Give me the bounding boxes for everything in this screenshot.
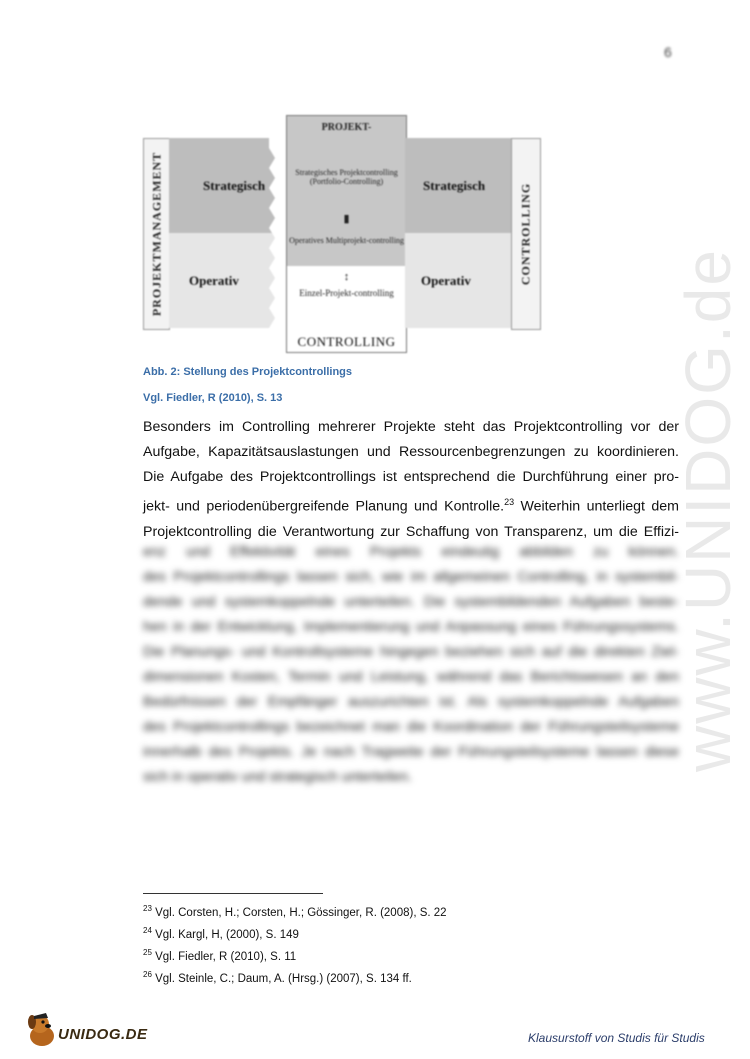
- footnote: [143, 923, 447, 945]
- body-line-4-tail: Weiterhin unterliegt dem: [514, 498, 679, 515]
- blurred-paragraph: [143, 540, 679, 790]
- center-bottom-label: CONTROLLING: [297, 334, 396, 349]
- body-line: Die Aufgabe des Projektcontrollings ist entsprechend die Durchführung einer pro-: [143, 469, 679, 485]
- page-number: 6: [664, 44, 672, 60]
- body-paragraph: [143, 415, 679, 545]
- blurred-line: dende und systemkoppelnde unterteilen. Die systembildenden Aufgaben beste-: [143, 594, 679, 610]
- diagram-left-label: PROJEKTMANAGEMENT: [149, 151, 163, 317]
- blurred-line: enz und Effektivität eines Projekts eindeutig abbilden zu können.: [143, 544, 679, 560]
- footnotes: [143, 901, 447, 989]
- diagram-right-label: CONTROLLING: [518, 182, 533, 286]
- blurred-line: innerhalb des Projekts. Je nach Tragweite der Führungsteilsysteme lassen diese: [143, 744, 679, 760]
- footnote-separator: [143, 893, 323, 894]
- operativ-right-label: Operativ: [421, 273, 471, 288]
- footnote-number: 25: [143, 948, 152, 957]
- logo-text: UNIDOG.DE: [58, 1026, 148, 1043]
- operativ-left-label: Operativ: [189, 273, 239, 288]
- footnote-text: Vgl. Steinle, C.; Daum, A. (Hrsg.) (2007), S. 134 ff.: [155, 972, 412, 985]
- blurred-line: hen in der Entwicklung, Implementierung und Anpassung eines Führungssystems.: [143, 619, 679, 635]
- strategisch-right-band: [405, 138, 511, 233]
- footnote-number: 26: [143, 970, 152, 979]
- body-line: [143, 490, 679, 520]
- center-strategic-text: Strategisches Projektcontrolling (Portfolio-Controlling): [295, 168, 398, 186]
- strategisch-left-label: Strategisch: [203, 178, 266, 193]
- blurred-line: Bedürfnissen der Empfänger auszurichten ist. Als systemkoppelnde Aufgaben: [143, 694, 679, 710]
- footnote-number: 23: [143, 904, 152, 913]
- body-line-4-text: jekt- und periodenübergreifende Planung und Kontrolle.: [143, 498, 505, 515]
- blurred-line: sich in operativ und strategisch unterteilen.: [143, 769, 412, 785]
- body-line: Aufgabe, Kapazitätsauslastungen und Ressourcenbegrenzungen zu koordinieren.: [143, 444, 679, 460]
- center-operative-text: Operatives Multiprojekt-controlling: [289, 236, 404, 245]
- blurred-line: des Projektcontrollings bezeichnet man die Koordination der Führungsteilsysteme: [143, 719, 679, 735]
- unidog-logo: [22, 1010, 152, 1050]
- diagram-center-box: [286, 115, 407, 353]
- footnote: [143, 967, 447, 989]
- footnote-text: Vgl. Kargl, H, (2000), S. 149: [155, 928, 299, 941]
- body-line: Besonders im Controlling mehrerer Projekte steht das Projektcontrolling vor der: [143, 419, 679, 435]
- footnote-text: Vgl. Fiedler, R (2010), S. 11: [155, 950, 297, 963]
- footnote-number: 24: [143, 926, 152, 935]
- projektcontrolling-diagram: [143, 113, 543, 353]
- center-arrow-1: ▮: [343, 213, 350, 225]
- footer-tagline: Klausurstoff von Studis für Studis: [528, 1031, 705, 1045]
- blurred-line: Die Planungs- und Kontrollsysteme hingegen beziehen sich auf die direkten Ziel-: [143, 644, 679, 660]
- zigzag-left: [269, 138, 287, 328]
- diagram-right-label-box: [511, 138, 541, 330]
- footnote: [143, 901, 447, 923]
- blurred-line: des Projektcontrollings lassen sich, wie im allgemeinen Controlling, in systembil-: [143, 569, 679, 585]
- operativ-right-band: [405, 233, 511, 328]
- body-line: Projektcontrolling die Verantwortung zur Schaffung von Transparenz, um die Effizi-: [143, 523, 679, 540]
- footnote-ref-23: 23: [504, 497, 515, 507]
- blurred-line: dimensionen Kosten, Termin und Leistung, während das Berichtswesen an den: [143, 669, 679, 685]
- dog-mascot-icon: [22, 1010, 62, 1050]
- figure-caption: Abb. 2: Stellung des Projektcontrollings: [143, 366, 353, 378]
- footnote-text: Vgl. Corsten, H.; Corsten, H.; Gössinger, R. (2008), S. 22: [155, 906, 447, 919]
- footnote: [143, 945, 447, 967]
- center-single-text: Einzel-Projekt-controlling: [299, 288, 394, 298]
- center-top-label: PROJEKT-: [321, 122, 372, 133]
- center-arrow-2: ↕: [343, 271, 350, 283]
- watermark-text: www.UNIDOG.de: [672, 248, 744, 772]
- diagram-left-label-box: [143, 138, 170, 330]
- strategisch-right-label: Strategisch: [423, 178, 486, 193]
- figure-source: Vgl. Fiedler, R (2010), S. 13: [143, 392, 283, 404]
